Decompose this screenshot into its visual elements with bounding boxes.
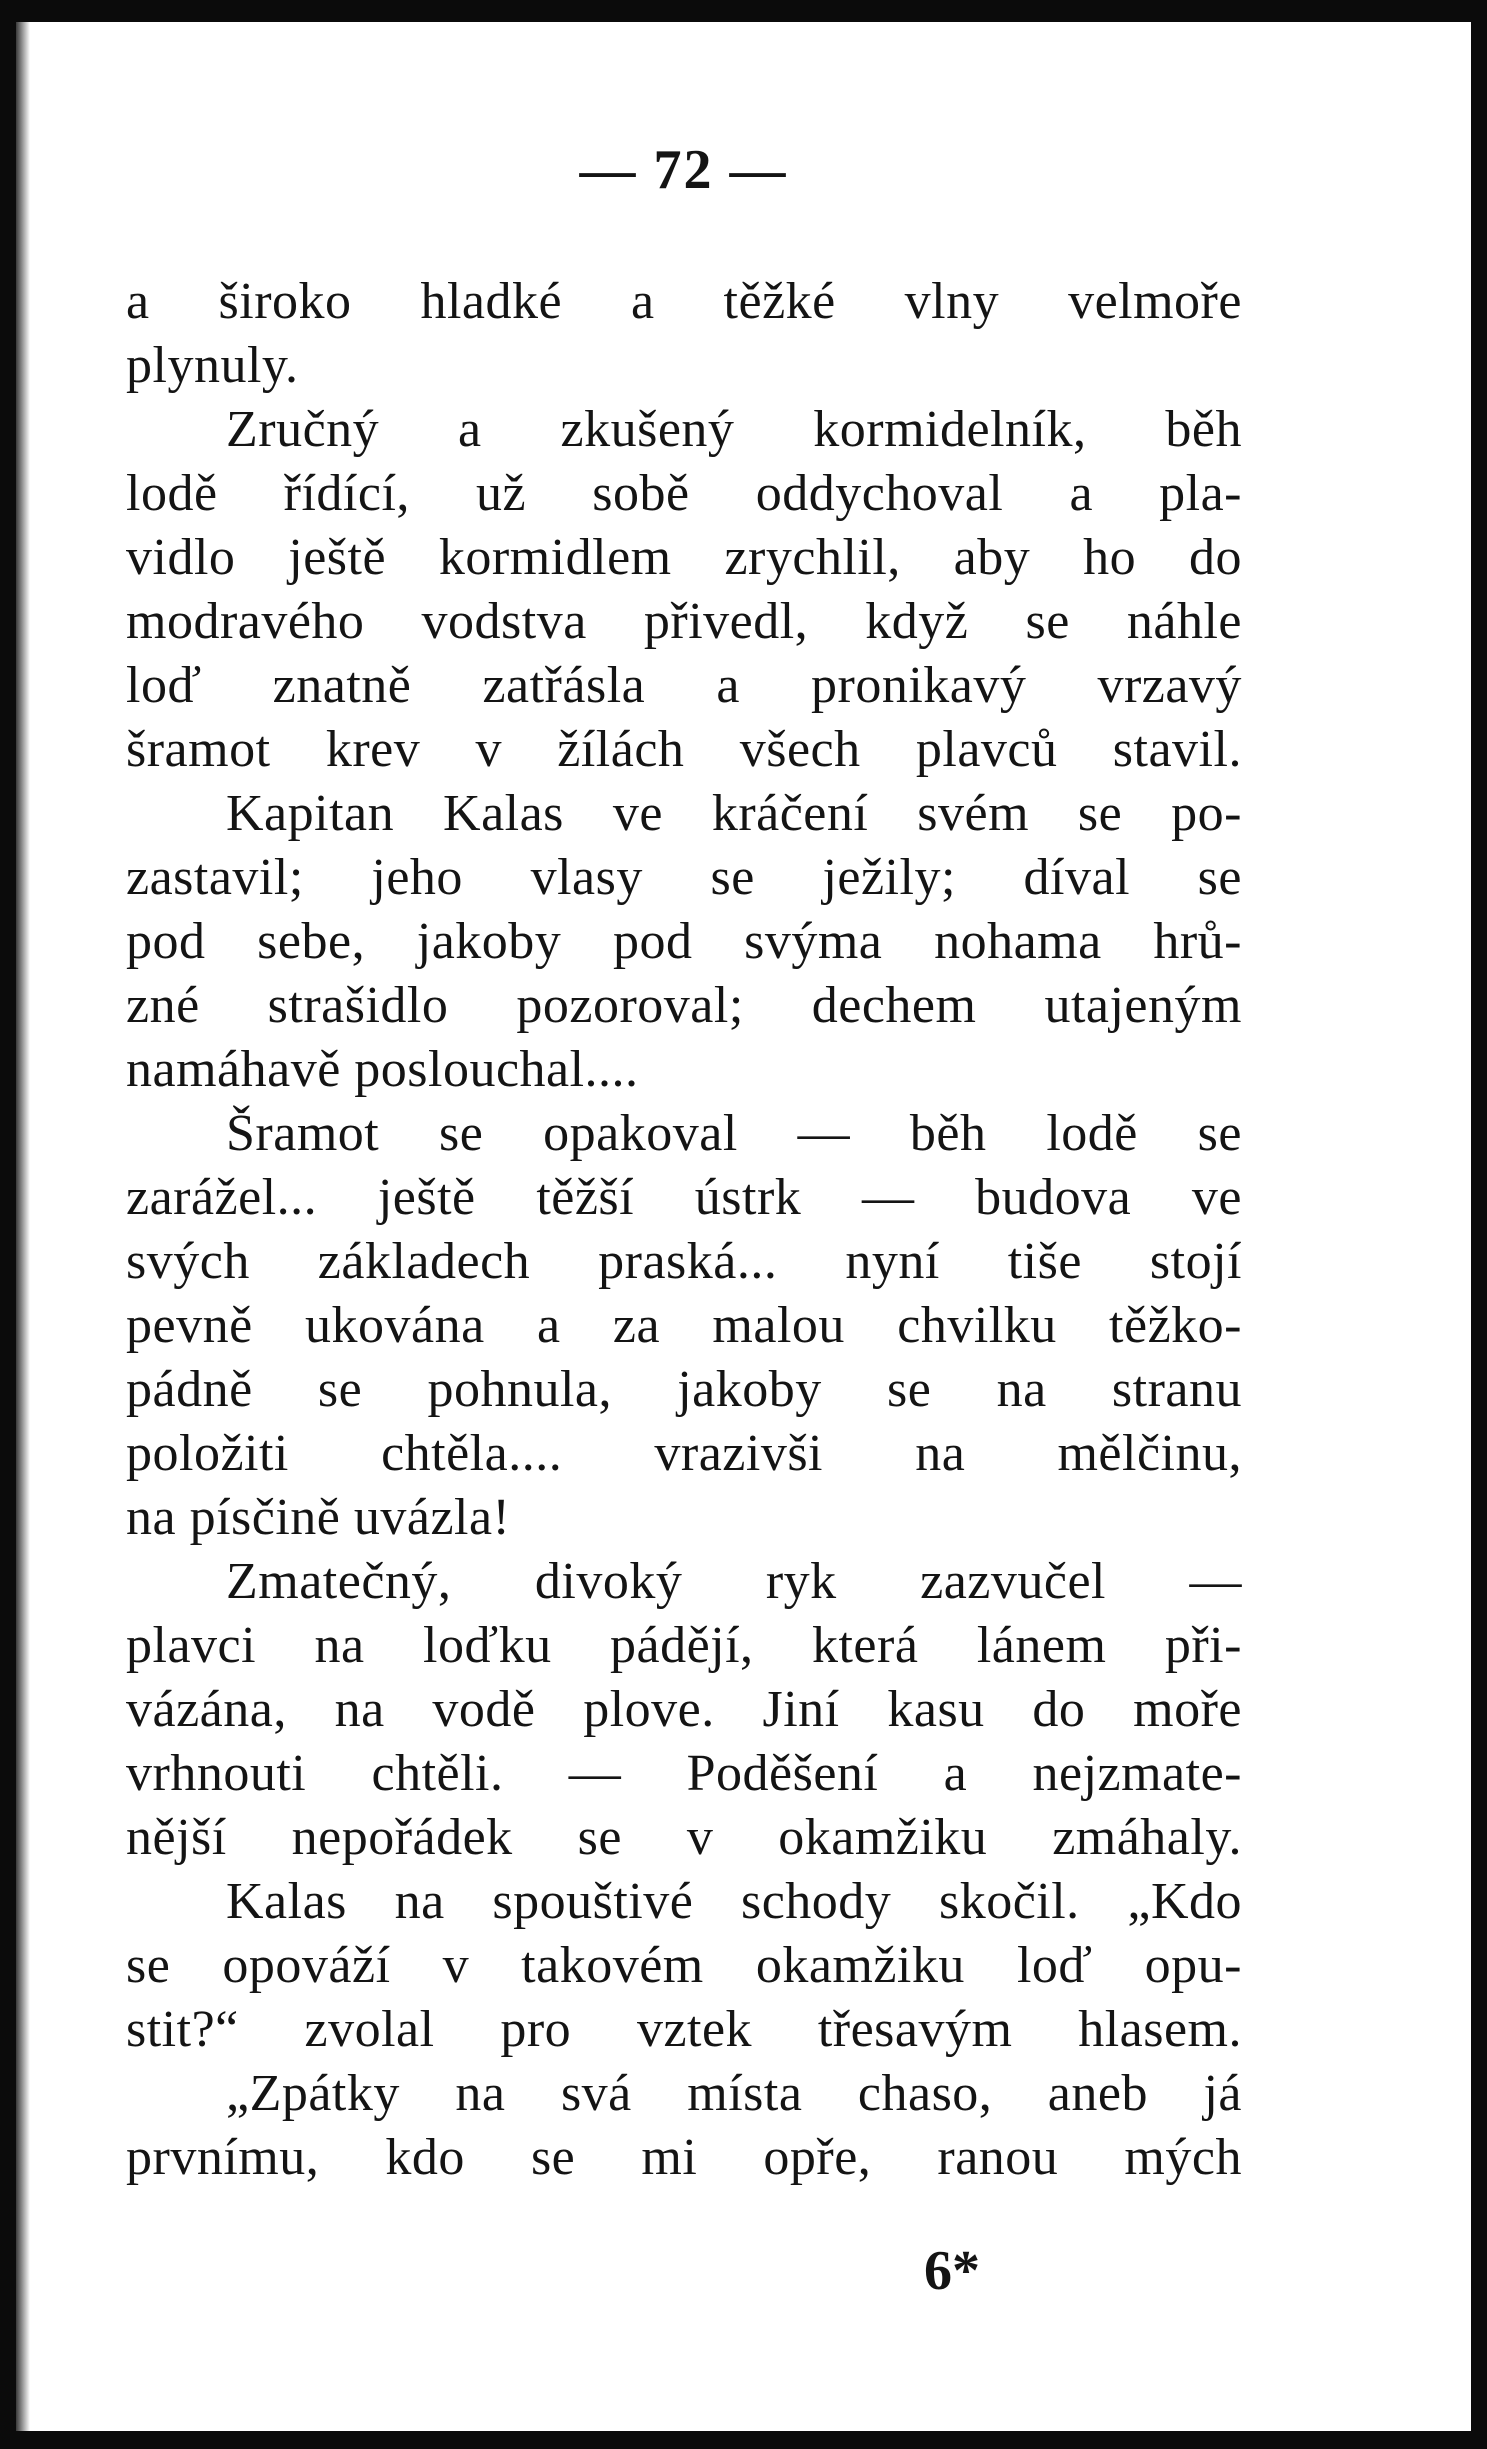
word: vrzavý	[1097, 657, 1242, 714]
word: a	[716, 657, 740, 714]
word: kormidlem	[438, 529, 672, 586]
word: loď	[126, 657, 202, 714]
word: stojí	[1149, 1233, 1242, 1290]
word: na	[996, 1361, 1047, 1418]
word: Jiní	[762, 1681, 840, 1738]
word: tiše	[1007, 1233, 1082, 1290]
word: budova	[975, 1169, 1132, 1226]
word: v	[475, 721, 502, 778]
word: divoký	[534, 1553, 683, 1610]
text-line	[126, 1550, 1242, 1614]
word: a	[537, 1297, 561, 1354]
word: loďku	[423, 1617, 552, 1674]
word: se	[439, 1105, 484, 1162]
word: mých	[1124, 2129, 1242, 2186]
word: vrhnouti	[126, 1745, 307, 1802]
word: plavců	[915, 721, 1058, 778]
word: aby	[953, 529, 1031, 586]
text-line	[126, 590, 1242, 654]
text-line	[126, 654, 1242, 718]
word: na	[394, 1873, 445, 1930]
word: jakoby	[677, 1361, 822, 1418]
word: se	[710, 849, 755, 906]
word: ježily;	[822, 849, 956, 906]
word: svá	[560, 2065, 632, 2122]
text-line	[126, 782, 1242, 846]
word: a	[458, 401, 482, 458]
word: vázána,	[126, 1681, 287, 1738]
word: vidlo	[126, 529, 236, 586]
text-line	[126, 1934, 1242, 1998]
printer-signature-mark: 6*	[924, 2240, 980, 2302]
word: opře,	[763, 2129, 872, 2186]
word: ve	[612, 785, 663, 842]
word: spouštivé	[492, 1873, 694, 1930]
word: stranu	[1111, 1361, 1242, 1418]
word: do	[1188, 529, 1242, 586]
word: se	[1197, 1105, 1242, 1162]
word: lánem	[976, 1617, 1107, 1674]
word: náhle	[1126, 593, 1242, 650]
word: se	[887, 1361, 932, 1418]
text-line	[126, 1870, 1242, 1934]
word: těžké	[723, 273, 836, 330]
word: sebe,	[257, 913, 366, 970]
word: dechem	[811, 977, 977, 1034]
scan-bottom-border	[0, 2431, 1487, 2449]
word: opováží	[222, 1937, 391, 1994]
word: stavil.	[1112, 721, 1242, 778]
word: pla-	[1159, 465, 1242, 522]
word: opakoval	[543, 1105, 738, 1162]
word: na	[334, 1681, 385, 1738]
word: která	[811, 1617, 919, 1674]
word: aneb	[1047, 2065, 1148, 2122]
text-line	[126, 1166, 1242, 1230]
word: zmáhaly.	[1052, 1809, 1242, 1866]
text-line	[126, 398, 1242, 462]
word: skočil.	[938, 1873, 1080, 1930]
word: vodstva	[421, 593, 587, 650]
word: —	[797, 1105, 851, 1162]
word: vlny	[904, 273, 1000, 330]
word: kdo	[385, 2129, 465, 2186]
text-line	[126, 1230, 1242, 1294]
word: vrazivši	[654, 1425, 823, 1482]
word: opu-	[1144, 1937, 1242, 1994]
word: vztek	[636, 2001, 753, 2058]
word: modravého	[126, 593, 365, 650]
text-line: namáhavě poslouchal....	[126, 1041, 639, 1098]
word: plavci	[126, 1617, 257, 1674]
word: utajeným	[1044, 977, 1242, 1034]
word: já	[1203, 2065, 1242, 2122]
word: běh	[909, 1105, 987, 1162]
word: ve	[1191, 1169, 1242, 1226]
word: hlasem.	[1078, 2001, 1242, 2058]
word: chaso,	[857, 2065, 993, 2122]
word: Kalas	[226, 1873, 347, 1930]
text-line	[126, 1998, 1242, 2062]
word: kasu	[887, 1681, 985, 1738]
word: se	[530, 2129, 576, 2186]
word: běh	[1165, 401, 1242, 458]
word: —	[1189, 1553, 1242, 1610]
word: všech	[739, 721, 861, 778]
text-line	[126, 1806, 1242, 1870]
word: chtěli.	[371, 1745, 504, 1802]
word: hladké	[420, 273, 563, 330]
text-line	[126, 1678, 1242, 1742]
word: Zmatečný,	[226, 1553, 452, 1610]
word: pro	[500, 2001, 572, 2058]
word: těžko-	[1109, 1297, 1242, 1354]
scan-left-border	[0, 0, 16, 2449]
text-line: na písčině uvázla!	[126, 1489, 511, 1546]
word: takovém	[521, 1937, 704, 1994]
word: ještě	[377, 1169, 476, 1226]
word: velmoře	[1068, 273, 1242, 330]
word: když	[865, 593, 969, 650]
word: se	[1197, 849, 1242, 906]
word: šramot	[126, 721, 271, 778]
word: a	[631, 273, 655, 330]
word: nější	[126, 1809, 227, 1866]
text-line	[126, 1742, 1242, 1806]
word: kráčení	[711, 785, 869, 842]
scan-right-border	[1471, 0, 1487, 2449]
text-line	[126, 1294, 1242, 1358]
word: žílách	[557, 721, 685, 778]
word: se	[1025, 593, 1070, 650]
word: schody	[740, 1873, 892, 1930]
word: chtěla....	[381, 1425, 563, 1482]
text-line	[126, 910, 1242, 974]
word: se	[577, 1809, 622, 1866]
word: nohama	[934, 913, 1102, 970]
word: přivedl,	[643, 593, 809, 650]
word: jakoby	[416, 913, 562, 970]
word: praská...	[598, 1233, 778, 1290]
scan-top-border	[0, 0, 1487, 22]
word: stit?“	[126, 2001, 239, 2058]
text-line	[126, 1358, 1242, 1422]
word: „Kdo	[1127, 1873, 1242, 1930]
word: pádně	[126, 1361, 253, 1418]
word: —	[568, 1745, 622, 1802]
text-line	[126, 462, 1242, 526]
text-line	[126, 718, 1242, 782]
word: Poděšení	[686, 1745, 879, 1802]
word: zrychlil,	[724, 529, 901, 586]
word: na	[455, 2065, 506, 2122]
word: těžší	[536, 1169, 635, 1226]
word: základech	[317, 1233, 531, 1290]
word: pevně	[126, 1297, 253, 1354]
word: do	[1032, 1681, 1086, 1738]
word: ukována	[305, 1297, 485, 1354]
word: hrů-	[1153, 913, 1242, 970]
word: okamžiku	[755, 1937, 965, 1994]
word: pod	[126, 913, 206, 970]
word: položiti	[126, 1425, 289, 1482]
word: pozoroval;	[516, 977, 744, 1034]
word: Šramot	[226, 1105, 380, 1162]
word: za	[612, 1297, 661, 1354]
text-line	[126, 2126, 1242, 2190]
word: po-	[1171, 785, 1242, 842]
word: zné	[126, 977, 200, 1034]
word: znatně	[272, 657, 412, 714]
word: na	[915, 1425, 966, 1482]
body-text	[126, 270, 1242, 2190]
text-line	[126, 1614, 1242, 1678]
word: lodě	[1046, 1105, 1138, 1162]
word: pod	[612, 913, 693, 970]
word: zazvučel	[920, 1553, 1106, 1610]
page-number: — 72 —	[579, 139, 788, 201]
text-line	[126, 526, 1242, 590]
word: zarážel...	[126, 1169, 318, 1226]
word: se	[1077, 785, 1123, 842]
word: nyní	[845, 1233, 940, 1290]
word: plove.	[583, 1681, 715, 1738]
text-line	[126, 846, 1242, 910]
word: ještě	[288, 529, 387, 586]
word: zkušený	[560, 401, 735, 458]
word: „Zpátky	[226, 2065, 400, 2122]
word: v	[686, 1809, 714, 1866]
word: svýma	[744, 913, 883, 970]
word: se	[317, 1361, 363, 1418]
word: krev	[325, 721, 421, 778]
word: oddychoval	[755, 465, 1004, 522]
word: ranou	[937, 2129, 1059, 2186]
word: nejzmate-	[1032, 1745, 1242, 1802]
word: prvnímu,	[126, 2129, 320, 2186]
word: malou	[712, 1297, 845, 1354]
word: strašidlo	[267, 977, 449, 1034]
word: a	[126, 273, 150, 330]
word: na	[314, 1617, 365, 1674]
word: zvolal	[304, 2001, 435, 2058]
word: se	[126, 1937, 171, 1994]
word: loď	[1016, 1937, 1093, 1994]
scan-left-shadow	[16, 22, 30, 2449]
word: pronikavý	[811, 657, 1027, 714]
word: při-	[1164, 1617, 1242, 1674]
word: třesavým	[817, 2001, 1013, 2058]
text-line	[126, 1422, 1242, 1486]
word: a	[1069, 465, 1094, 522]
word: svém	[917, 785, 1030, 842]
word: zastavil;	[126, 849, 304, 906]
word: zatřásla	[482, 657, 646, 714]
word: místa	[687, 2065, 803, 2122]
word: lodě	[126, 465, 218, 522]
word: široko	[218, 273, 352, 330]
word: nepořádek	[291, 1809, 513, 1866]
word: mi	[641, 2129, 698, 2186]
text-line: plynuly.	[126, 337, 299, 394]
word: jeho	[371, 849, 463, 906]
word: mělčinu,	[1057, 1425, 1242, 1482]
word: díval	[1023, 849, 1131, 906]
word: vlasy	[530, 849, 643, 906]
word: —	[861, 1169, 915, 1226]
text-line	[126, 270, 1242, 334]
word: pádějí,	[610, 1617, 754, 1674]
word: Kapitan	[226, 785, 395, 842]
word: v	[442, 1937, 470, 1994]
word: Kalas	[443, 785, 564, 842]
word: sobě	[592, 465, 690, 522]
word: svých	[126, 1233, 250, 1290]
word: ho	[1083, 529, 1137, 586]
word: už	[476, 465, 527, 522]
word: ústrk	[694, 1169, 802, 1226]
word: kormidelník,	[813, 401, 1087, 458]
text-line	[126, 1102, 1242, 1166]
word: ryk	[765, 1553, 837, 1610]
word: řídící,	[283, 465, 410, 522]
word: a	[943, 1745, 968, 1802]
text-line	[126, 974, 1242, 1038]
word: pohnula,	[427, 1361, 612, 1418]
word: chvilku	[897, 1297, 1057, 1354]
word: Zručný	[226, 401, 380, 458]
word: moře	[1133, 1681, 1242, 1738]
text-line	[126, 2062, 1242, 2126]
word: okamžiku	[778, 1809, 988, 1866]
word: vodě	[432, 1681, 536, 1738]
